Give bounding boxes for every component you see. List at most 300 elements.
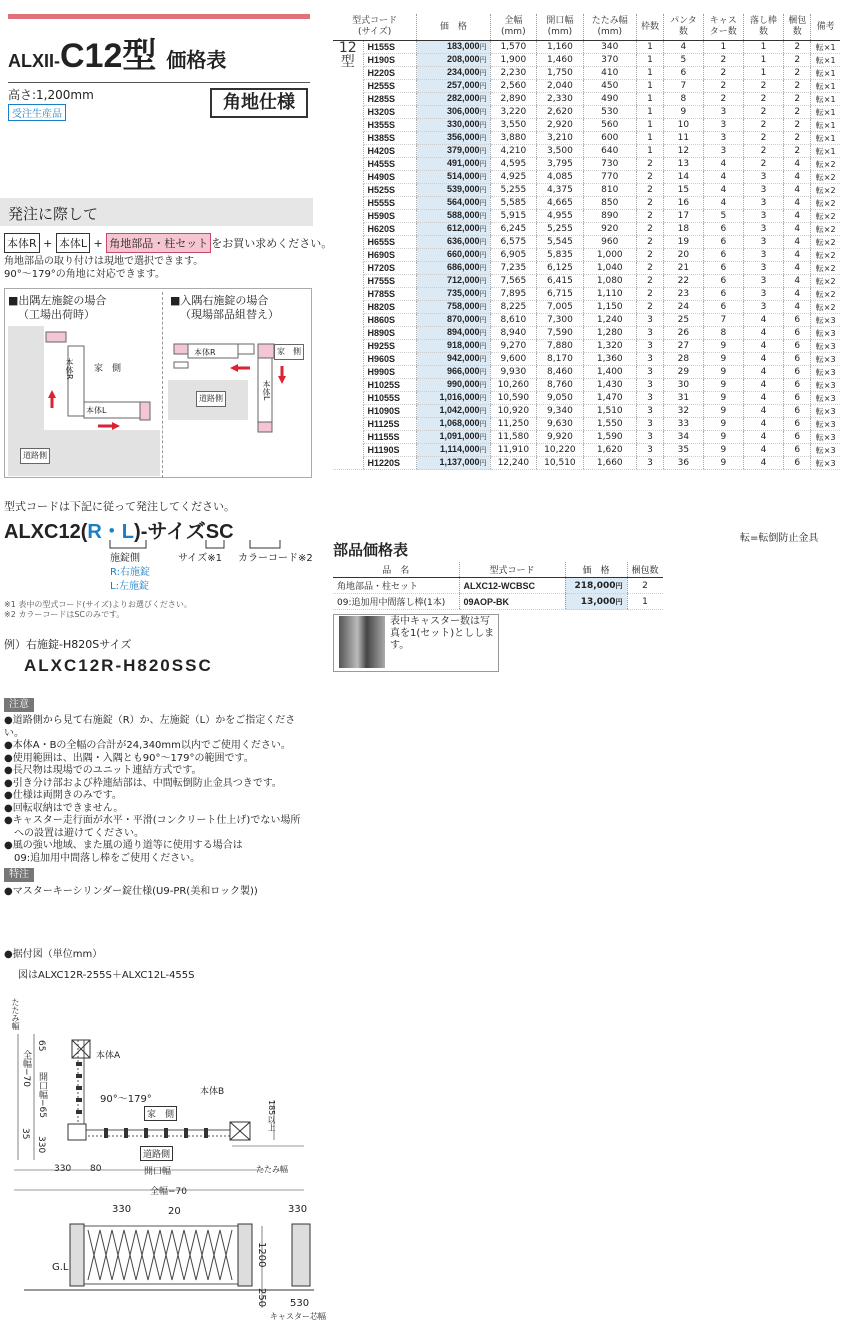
- value-cell: 9: [703, 392, 743, 405]
- remarks-cell: 転×3: [811, 418, 840, 431]
- gl-label: G.L: [52, 1262, 69, 1273]
- value-cell: 7,565: [490, 275, 537, 288]
- value-cell: 8,610: [490, 314, 537, 327]
- size-code-cell: H1055S: [363, 392, 417, 405]
- typecode-format: ALXC12(R・L)-サイズSC: [4, 521, 234, 543]
- house-side-label-r: 家 側: [274, 344, 304, 360]
- value-cell: 4: [784, 249, 811, 262]
- value-cell: 4: [703, 158, 743, 171]
- table-row: [333, 301, 840, 314]
- size-code-cell: H555S: [363, 197, 417, 210]
- value-cell: 12,240: [490, 457, 537, 470]
- value-cell: 24: [664, 301, 704, 314]
- typecode-lock-side: 施錠側 R:右施錠 L:左施錠: [110, 553, 151, 592]
- elev-330-label: 330: [112, 1204, 132, 1215]
- value-cell: 1: [636, 106, 663, 119]
- dim-185-label: 185以上: [267, 1100, 276, 1132]
- value-cell: 7,880: [537, 340, 584, 353]
- price-cell: 636,000円: [417, 236, 490, 249]
- value-cell: 3: [743, 275, 783, 288]
- value-cell: 4: [784, 223, 811, 236]
- part-packages-cell: 2: [627, 578, 663, 594]
- value-cell: 6: [703, 249, 743, 262]
- remarks-cell: 転×2: [811, 171, 840, 184]
- value-cell: 5: [703, 210, 743, 223]
- value-cell: 6,125: [537, 262, 584, 275]
- value-cell: 9,270: [490, 340, 537, 353]
- value-cell: 2: [703, 54, 743, 67]
- remarks-cell: 転×3: [811, 314, 840, 327]
- value-cell: 4: [703, 171, 743, 184]
- value-cell: 9: [703, 431, 743, 444]
- value-cell: 14: [664, 171, 704, 184]
- dim-330v-label: 330: [36, 1136, 46, 1154]
- value-cell: 2: [636, 288, 663, 301]
- caution-item: ●引き分け部および枠連結部は、中間転倒防止金具つきです。: [4, 777, 282, 789]
- value-cell: 9: [703, 457, 743, 470]
- caution-item: ●キャスター走行面が水平・平滑(コンクリート仕上げ)でない場所: [4, 815, 301, 826]
- size-code-cell: H620S: [363, 223, 417, 236]
- value-cell: 2: [784, 145, 811, 158]
- value-cell: 6,415: [537, 275, 584, 288]
- value-cell: 3: [636, 340, 663, 353]
- value-cell: 32: [664, 405, 704, 418]
- remarks-cell: 転×3: [811, 327, 840, 340]
- value-cell: 5,585: [490, 197, 537, 210]
- value-cell: 8,940: [490, 327, 537, 340]
- order-tail: をお買い求めください。: [211, 237, 333, 250]
- value-cell: 29: [664, 366, 704, 379]
- dim-house-label: 家 側: [144, 1106, 177, 1121]
- value-cell: 1,900: [490, 54, 537, 67]
- remarks-cell: 転×1: [811, 145, 840, 158]
- value-cell: 3: [703, 119, 743, 132]
- tag-corner-parts: 角地部品・柱セット: [106, 233, 211, 253]
- size-code-cell: H690S: [363, 249, 417, 262]
- value-cell: 4: [784, 275, 811, 288]
- remarks-cell: 転×2: [811, 223, 840, 236]
- value-cell: 1,360: [583, 353, 636, 366]
- order-formula: 本体R + 本体L + 角地部品・柱セット をお買い求めください。: [4, 233, 332, 253]
- remarks-cell: 転×3: [811, 340, 840, 353]
- value-cell: 5,545: [537, 236, 584, 249]
- price-cell: 564,000円: [417, 197, 490, 210]
- value-cell: 2,890: [490, 93, 537, 106]
- value-cell: 2,560: [490, 80, 537, 93]
- value-cell: 1: [743, 54, 783, 67]
- value-cell: 5,835: [537, 249, 584, 262]
- value-cell: 4: [743, 418, 783, 431]
- value-cell: 960: [583, 236, 636, 249]
- value-cell: 4,595: [490, 158, 537, 171]
- table-row: [333, 67, 840, 80]
- value-cell: 1,160: [537, 41, 584, 54]
- remarks-cell: 転×3: [811, 379, 840, 392]
- value-cell: 2,040: [537, 80, 584, 93]
- value-cell: 2: [743, 145, 783, 158]
- elev-1200-label: 1200: [256, 1242, 267, 1268]
- value-cell: 2: [784, 80, 811, 93]
- size-code-cell: H1090S: [363, 405, 417, 418]
- caution-item: ●回転収納はできません。: [4, 802, 124, 814]
- value-cell: 10,510: [537, 457, 584, 470]
- value-cell: 1: [636, 41, 663, 54]
- col-packages: 梱包 数: [784, 14, 811, 41]
- value-cell: 16: [664, 197, 704, 210]
- order-notes: [4, 255, 203, 281]
- value-cell: 770: [583, 171, 636, 184]
- table-row: [333, 171, 840, 184]
- value-cell: 7,895: [490, 288, 537, 301]
- price-cell: 758,000円: [417, 301, 490, 314]
- value-cell: 2: [636, 184, 663, 197]
- value-cell: 530: [583, 106, 636, 119]
- header-rule: [8, 82, 310, 83]
- value-cell: 36: [664, 457, 704, 470]
- value-cell: 6: [784, 418, 811, 431]
- value-cell: 1,550: [583, 418, 636, 431]
- value-cell: 6,905: [490, 249, 537, 262]
- value-cell: 1,320: [583, 340, 636, 353]
- value-cell: 6: [703, 275, 743, 288]
- value-cell: 2,230: [490, 67, 537, 80]
- typecode-footnotes: ※1 表中の型式コード(サイズ)よりお選びください。 ※2 カラーコードはSCのみです。: [4, 600, 192, 619]
- value-cell: 340: [583, 41, 636, 54]
- size-code-cell: H755S: [363, 275, 417, 288]
- price-cell: 514,000円: [417, 171, 490, 184]
- value-cell: 7: [664, 80, 704, 93]
- value-cell: 2: [784, 93, 811, 106]
- value-cell: 11: [664, 132, 704, 145]
- col-open-width: 開口幅 (mm): [537, 14, 584, 41]
- table-row: [333, 106, 840, 119]
- title-model: C12型: [60, 37, 157, 75]
- table-row: [333, 197, 840, 210]
- size-code-cell: H385S: [363, 132, 417, 145]
- value-cell: 1,110: [583, 288, 636, 301]
- value-cell: 18: [664, 223, 704, 236]
- value-cell: 2: [784, 41, 811, 54]
- value-cell: 1,280: [583, 327, 636, 340]
- value-cell: 11,250: [490, 418, 537, 431]
- value-cell: 2: [743, 158, 783, 171]
- value-cell: 11,580: [490, 431, 537, 444]
- price-cell: 306,000円: [417, 106, 490, 119]
- value-cell: 34: [664, 431, 704, 444]
- value-cell: 4: [743, 314, 783, 327]
- value-cell: 2: [743, 119, 783, 132]
- value-cell: 6: [784, 327, 811, 340]
- value-cell: 13: [664, 158, 704, 171]
- value-cell: 2: [636, 249, 663, 262]
- value-cell: 8,760: [537, 379, 584, 392]
- part-price-cell: 13,000円: [565, 594, 627, 610]
- typecode-intro: 型式コードは下記に従って発注してください。: [4, 500, 235, 513]
- size-code-cell: H820S: [363, 301, 417, 314]
- table-row: [333, 327, 840, 340]
- value-cell: 2: [636, 197, 663, 210]
- value-cell: 1,570: [490, 41, 537, 54]
- table-row: [333, 132, 840, 145]
- table-row: [333, 353, 840, 366]
- example-code: ALXC12R-H820SSC: [24, 656, 213, 675]
- header-accent-bar: [8, 14, 310, 19]
- value-cell: 3: [636, 314, 663, 327]
- remarks-cell: 転×2: [811, 210, 840, 223]
- dim-open-label: 開口幅: [144, 1167, 172, 1177]
- value-cell: 30: [664, 379, 704, 392]
- price-table-header: [333, 14, 840, 41]
- value-cell: 9: [664, 106, 704, 119]
- value-cell: 6: [703, 301, 743, 314]
- value-cell: 2: [743, 106, 783, 119]
- table-row: [333, 418, 840, 431]
- remarks-cell: 転×2: [811, 158, 840, 171]
- value-cell: 3: [703, 106, 743, 119]
- size-code-cell: H860S: [363, 314, 417, 327]
- elev-250-label: 250: [256, 1288, 267, 1308]
- table-row: [333, 379, 840, 392]
- value-cell: 4: [743, 431, 783, 444]
- parts-col-packages: 梱包数: [627, 562, 663, 578]
- diagram-left-title: ■出隅左施錠の場合 （工場出荷時）: [8, 294, 107, 321]
- value-cell: 1,080: [583, 275, 636, 288]
- value-cell: 560: [583, 119, 636, 132]
- value-cell: 1: [636, 54, 663, 67]
- size-code-cell: H190S: [363, 54, 417, 67]
- part-name-cell: 09:追加用中間落し棒(1本): [333, 594, 459, 610]
- value-cell: 21: [664, 262, 704, 275]
- table-row: [333, 288, 840, 301]
- size-code-cell: H890S: [363, 327, 417, 340]
- value-cell: 2: [636, 301, 663, 314]
- table-row: [333, 392, 840, 405]
- price-cell: 491,000円: [417, 158, 490, 171]
- value-cell: 1,430: [583, 379, 636, 392]
- value-cell: 2: [743, 132, 783, 145]
- value-cell: 2: [703, 80, 743, 93]
- value-cell: 6: [703, 223, 743, 236]
- caution-item: ●使用範囲は、出隅・入隅とも90°〜179°の範囲です。: [4, 752, 254, 764]
- example-label: 例）右施錠-H820Sサイズ: [4, 638, 132, 651]
- value-cell: 490: [583, 93, 636, 106]
- value-cell: 3: [636, 405, 663, 418]
- remarks-cell: 転×3: [811, 392, 840, 405]
- dim-35-label: 35: [20, 1128, 30, 1140]
- price-cell: 918,000円: [417, 340, 490, 353]
- size-code-cell: H1220S: [363, 457, 417, 470]
- value-cell: 3,220: [490, 106, 537, 119]
- value-cell: 3: [743, 288, 783, 301]
- price-cell: 379,000円: [417, 145, 490, 158]
- value-cell: 9: [703, 418, 743, 431]
- value-cell: 4,210: [490, 145, 537, 158]
- value-cell: 2: [703, 93, 743, 106]
- value-cell: 7: [703, 314, 743, 327]
- parts-price-table: [333, 562, 663, 610]
- price-cell: 208,000円: [417, 54, 490, 67]
- size-code-cell: H720S: [363, 262, 417, 275]
- size-code-cell: H220S: [363, 67, 417, 80]
- value-cell: 1,660: [583, 457, 636, 470]
- parts-col-name: 品 名: [333, 562, 459, 578]
- dim-65-label: 65: [36, 1040, 46, 1052]
- table-row: [333, 444, 840, 457]
- value-cell: 3: [703, 132, 743, 145]
- table-row: [333, 314, 840, 327]
- value-cell: 3: [743, 184, 783, 197]
- size-code-cell: H285S: [363, 93, 417, 106]
- value-cell: 3: [636, 353, 663, 366]
- value-cell: 2: [743, 93, 783, 106]
- value-cell: 4: [743, 405, 783, 418]
- value-cell: 4,085: [537, 171, 584, 184]
- value-cell: 6: [784, 366, 811, 379]
- part-code-cell: ALXC12-WCBSC: [459, 578, 565, 594]
- value-cell: 6: [784, 405, 811, 418]
- remarks-cell: 転×1: [811, 119, 840, 132]
- value-cell: 2: [784, 106, 811, 119]
- value-cell: 8,170: [537, 353, 584, 366]
- value-cell: 4: [743, 444, 783, 457]
- caution-item: ●道路側から見て右施錠（R）か、左施錠（L）かをご指定ください。: [4, 715, 296, 739]
- caution-item: への設置は避けてください。: [4, 827, 144, 839]
- col-fold-width: たたみ幅 (mm): [583, 14, 636, 41]
- col-remarks: 備考: [811, 14, 840, 41]
- value-cell: 3: [636, 457, 663, 470]
- parts-col-code: 型式コード: [459, 562, 565, 578]
- value-cell: 3,550: [490, 119, 537, 132]
- value-cell: 4: [743, 457, 783, 470]
- value-cell: 1,590: [583, 431, 636, 444]
- title-suffix: 価格表: [166, 50, 227, 72]
- size-code-cell: H785S: [363, 288, 417, 301]
- value-cell: 4: [743, 327, 783, 340]
- value-cell: 23: [664, 288, 704, 301]
- size-code-cell: H355S: [363, 119, 417, 132]
- value-cell: 1,510: [583, 405, 636, 418]
- price-cell: 990,000円: [417, 379, 490, 392]
- value-cell: 1: [743, 67, 783, 80]
- value-cell: 850: [583, 197, 636, 210]
- size-code-cell: H420S: [363, 145, 417, 158]
- table-row: [333, 54, 840, 67]
- value-cell: 4: [784, 288, 811, 301]
- diagram-divider: [162, 292, 163, 478]
- body-r-label: 本体R: [65, 358, 74, 380]
- value-cell: 8: [703, 327, 743, 340]
- order-section-title: 発注に際して: [0, 198, 313, 226]
- value-cell: 2: [636, 223, 663, 236]
- price-cell: 257,000円: [417, 80, 490, 93]
- value-cell: 1,240: [583, 314, 636, 327]
- size-code-cell: H1025S: [363, 379, 417, 392]
- caster-center-label: キャスター芯幅: [270, 1312, 326, 1321]
- size-code-cell: H155S: [363, 41, 417, 54]
- value-cell: 9: [703, 340, 743, 353]
- remarks-cell: 転×1: [811, 93, 840, 106]
- order-note-line: 角地部品の取り付けは現地で選択できます。: [4, 256, 204, 267]
- col-total-width: 全幅 (mm): [490, 14, 537, 41]
- gate-caster-photo: [339, 616, 385, 668]
- value-cell: 5,255: [537, 223, 584, 236]
- value-cell: 4: [784, 262, 811, 275]
- value-cell: 3,210: [537, 132, 584, 145]
- value-cell: 22: [664, 275, 704, 288]
- price-cell: 1,114,000円: [417, 444, 490, 457]
- value-cell: 6: [784, 457, 811, 470]
- value-cell: 2: [784, 54, 811, 67]
- parts-col-price: 価 格: [565, 562, 627, 578]
- part-packages-cell: 1: [627, 594, 663, 610]
- remarks-cell: 転×2: [811, 288, 840, 301]
- elev-530-label: 530: [290, 1298, 310, 1309]
- title-prefix: ALXII-: [8, 51, 60, 71]
- value-cell: 6,575: [490, 236, 537, 249]
- price-cell: 282,000円: [417, 93, 490, 106]
- table-row: [333, 41, 840, 54]
- price-cell: 612,000円: [417, 223, 490, 236]
- typecode-size: サイズ※1: [178, 553, 222, 564]
- value-cell: 9,050: [537, 392, 584, 405]
- value-cell: 9,630: [537, 418, 584, 431]
- caution-item: 09:追加用中間落し棒をご使用ください。: [4, 852, 201, 864]
- value-cell: 4: [784, 197, 811, 210]
- value-cell: 6: [703, 262, 743, 275]
- value-cell: 4: [664, 41, 704, 54]
- road-side-label: 道路側: [20, 448, 50, 464]
- value-cell: 9: [703, 353, 743, 366]
- remarks-cell: 転×2: [811, 184, 840, 197]
- remarks-cell: 転×3: [811, 366, 840, 379]
- size-code-cell: H1190S: [363, 444, 417, 457]
- value-cell: 2: [743, 80, 783, 93]
- size-code-cell: H590S: [363, 210, 417, 223]
- table-row: [333, 93, 840, 106]
- table-row: [333, 210, 840, 223]
- value-cell: 6: [784, 353, 811, 366]
- value-cell: 9: [703, 444, 743, 457]
- value-cell: 6: [784, 392, 811, 405]
- value-cell: 3: [636, 431, 663, 444]
- value-cell: 3: [636, 379, 663, 392]
- value-cell: 450: [583, 80, 636, 93]
- size-code-cell: H1155S: [363, 431, 417, 444]
- special-order-label: 特注: [4, 868, 34, 882]
- price-cell: 660,000円: [417, 249, 490, 262]
- value-cell: 19: [664, 236, 704, 249]
- table-row: [333, 366, 840, 379]
- value-cell: 6: [784, 314, 811, 327]
- price-cell: 234,000円: [417, 67, 490, 80]
- value-cell: 7,005: [537, 301, 584, 314]
- value-cell: 4: [784, 210, 811, 223]
- typecode-color: カラーコード※2: [238, 553, 313, 564]
- table-row: [333, 594, 663, 610]
- value-cell: 26: [664, 327, 704, 340]
- price-cell: 1,068,000円: [417, 418, 490, 431]
- remarks-cell: 転×1: [811, 67, 840, 80]
- value-cell: 5,915: [490, 210, 537, 223]
- value-cell: 2: [636, 275, 663, 288]
- price-table-footnote: 転=転倒防止金具: [740, 533, 819, 544]
- value-cell: 2: [636, 158, 663, 171]
- size-code-cell: H990S: [363, 366, 417, 379]
- value-cell: 6: [784, 379, 811, 392]
- value-cell: 4: [784, 236, 811, 249]
- fold-width-label: たたみ幅: [11, 998, 20, 1030]
- value-cell: 1: [743, 41, 783, 54]
